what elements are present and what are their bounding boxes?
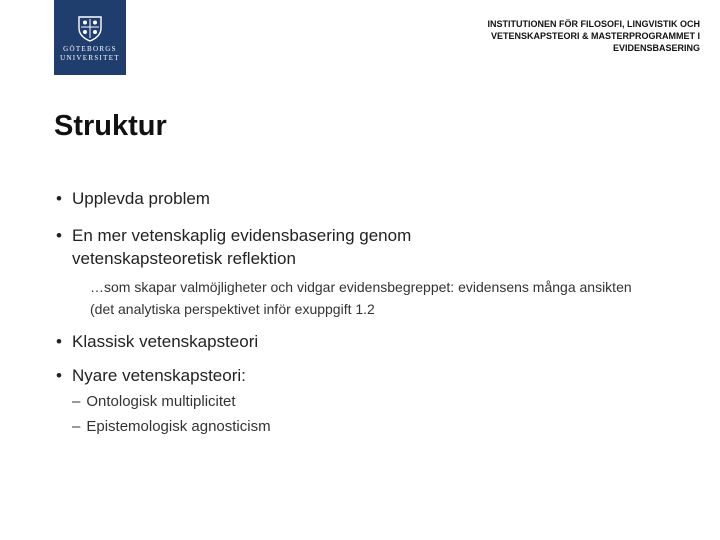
- bullet-text: Klassisk vetenskapsteori: [72, 332, 259, 351]
- bullet-marker: •: [56, 332, 62, 351]
- university-seal-icon: [73, 14, 107, 42]
- logo-text-line2: UNIVERSITET: [60, 54, 120, 62]
- bullet-text-continuation: vetenskapsteoretisk reflektion: [72, 249, 296, 268]
- bullet-marker: •: [56, 366, 62, 385]
- dash-marker: –: [72, 393, 81, 410]
- bullet-text: Upplevda problem: [72, 189, 210, 208]
- sub-bullet-text: Ontologisk multiplicitet: [86, 393, 236, 410]
- department-header: INSTITUTIONEN FÖR FILOSOFI, LINGVISTIK OCH VETENSKAPSTEORI & MASTERPROGRAMMET I EVIDENSBASERING: [487, 19, 700, 54]
- dash-marker: –: [72, 418, 81, 435]
- slide-title: Struktur: [54, 110, 167, 142]
- university-logo: [54, 0, 126, 75]
- sub-bullet-item: [72, 418, 271, 435]
- bullet-text: Nyare vetenskapsteori:: [72, 366, 246, 385]
- logo-text-line1: GÖTEBORGS: [63, 45, 117, 53]
- sub-bullet-item: [72, 393, 236, 410]
- sub-bullet-text: Epistemologisk agnosticism: [86, 418, 271, 435]
- bullet-marker: •: [56, 226, 62, 245]
- bullet-text: En mer vetenskaplig evidensbasering genom: [72, 226, 412, 245]
- bullet-marker: •: [56, 189, 62, 208]
- sub-text: …som skapar valmöjligheter och vidgar evidensbegreppet: evidensens många ansikten (det analytiska perspektivet inför exuppgift 1.2: [90, 279, 632, 317]
